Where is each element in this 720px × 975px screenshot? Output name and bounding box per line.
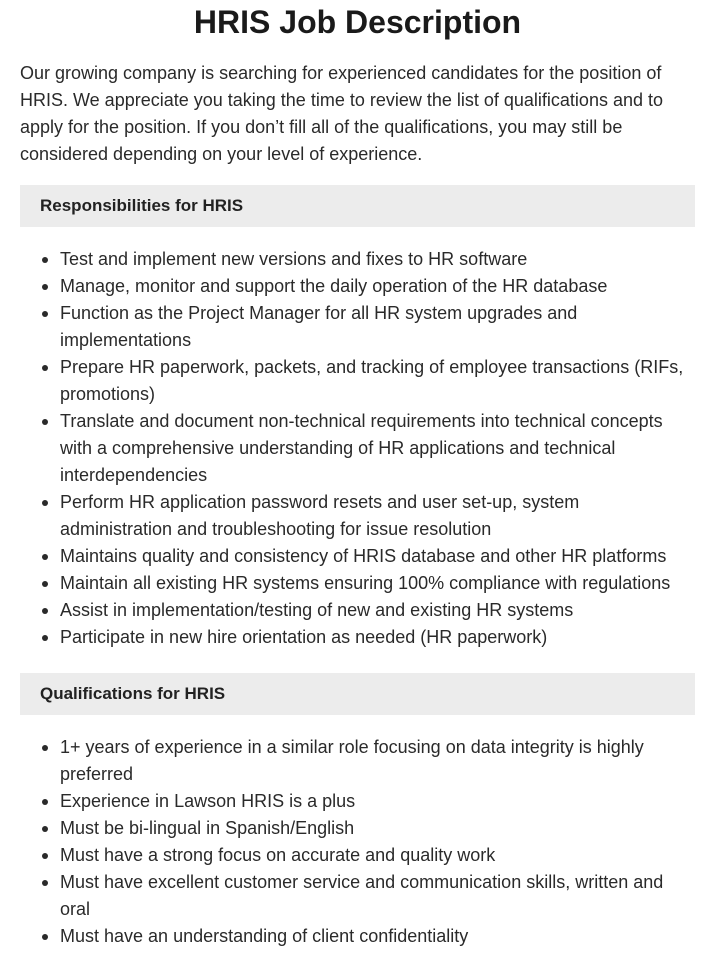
list-item: Experience in Lawson HRIS is a plus (20, 788, 695, 815)
list-item: Must have a strong focus on accurate and quality work (20, 842, 695, 869)
list-item: 1+ years of experience in a similar role focusing on data integrity is highly preferred (20, 734, 695, 788)
intro-paragraph: Our growing company is searching for experienced candidates for the position of HRIS. We appreciate you taking the time to review the list of qualifications and to apply for the position. If you don’t fill all of the qualifications, you may still be considered depending on your level of experience. (20, 63, 663, 164)
list-item: Must have excellent customer service and communication skills, written and oral (20, 869, 695, 923)
list-item: Must have an understanding of client confidentiality (20, 923, 695, 950)
list-item: Function as the Project Manager for all HR system upgrades and implementations (20, 300, 695, 354)
list-item: Perform HR application password resets and user set-up, system administration and troubleshooting for issue resolution (20, 489, 695, 543)
qualifications-heading: Qualifications for HRIS (20, 673, 695, 715)
qualifications-list (20, 734, 695, 950)
responsibilities-heading: Responsibilities for HRIS (20, 185, 695, 227)
responsibilities-list (20, 246, 695, 651)
list-item: Translate and document non-technical requirements into technical concepts with a comprehensive understanding of HR applications and technical interdependencies (20, 408, 695, 489)
list-item: Assist in implementation/testing of new and existing HR systems (20, 597, 695, 624)
list-item: Prepare HR paperwork, packets, and tracking of employee transactions (RIFs, promotions) (20, 354, 695, 408)
list-item: Must be bi-lingual in Spanish/English (20, 815, 695, 842)
list-item: Manage, monitor and support the daily operation of the HR database (20, 273, 695, 300)
list-item: Maintains quality and consistency of HRIS database and other HR platforms (20, 543, 695, 570)
list-item: Maintain all existing HR systems ensuring 100% compliance with regulations (20, 570, 695, 597)
page-title: HRIS Job Description (193, 4, 522, 40)
list-item: Participate in new hire orientation as needed (HR paperwork) (20, 624, 695, 651)
list-item: Test and implement new versions and fixes to HR software (20, 246, 695, 273)
